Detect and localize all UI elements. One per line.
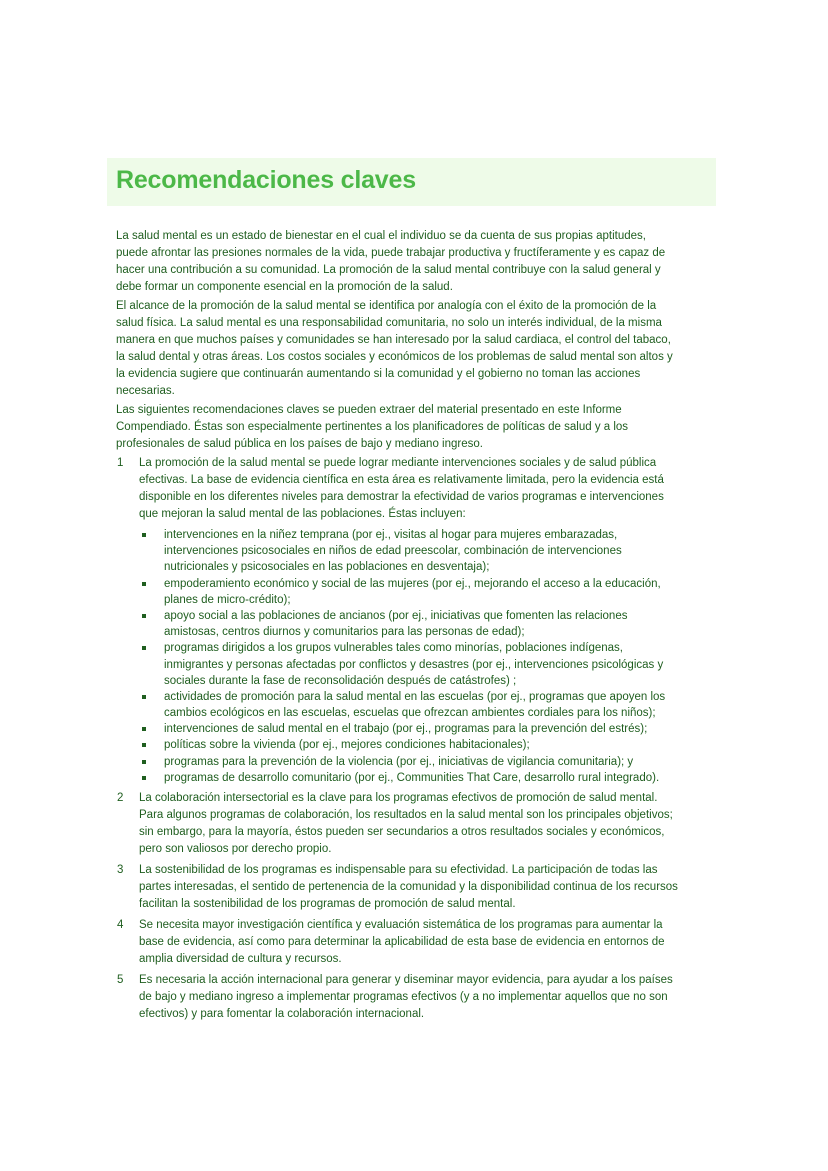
text-line: amistosas, centros diurnos y comunitarios para las personas de edad);: [164, 626, 525, 639]
text-line: empoderamiento económico y social de las mujeres (por ej., mejorando el acceso a la educación,: [164, 577, 661, 590]
text-line: necesarias.: [116, 385, 175, 397]
text-line: salud física. La salud mental es una responsabilidad comunitaria, no solo un interés individual, de la misma: [116, 317, 662, 329]
text-line: La sostenibilidad de los programas es indispensable para su efectividad. La participación de todas las: [139, 864, 658, 876]
bullet-item: [139, 608, 716, 640]
text-line: apoyo social a las poblaciones de ancianos (por ej., iniciativas que fomenten las relaciones: [164, 609, 628, 622]
item-number: 2: [117, 792, 124, 804]
text-line: puede afrontar las presiones normales de la vida, puede trabajar productiva y fructíferamente y es capaz de: [116, 247, 666, 259]
item-number: 4: [117, 919, 124, 931]
text-line: intervenciones de salud mental en el trabajo (por ej., programas para la prevención del estrés);: [164, 723, 648, 736]
text-line: políticas sobre la vivienda (por ej., mejores condiciones habitacionales);: [164, 739, 530, 752]
text-line: efectivos) y para fomentar la colaboración internacional.: [139, 1008, 425, 1020]
bullet-square-icon: [142, 533, 146, 537]
bullet-item: [139, 689, 716, 721]
text-line: inmigrantes y personas afectadas por conflictos y desastres (por ej., intervenciones psicológicas y: [164, 658, 664, 671]
paragraph: [116, 402, 716, 453]
text-line: partes interesadas, el sentido de pertenencia de la comunidad y la disponibilidad continua de los recursos: [139, 881, 678, 893]
text-line: actividades de promoción para la salud mental en las escuelas (por ej., programas que apoyen los: [164, 690, 666, 703]
bullet-square-icon: [142, 614, 146, 618]
page-title: Recomendaciones claves: [116, 166, 416, 194]
text-line: la salud dental y otras áreas. Los costos sociales y económicos de los problemas de salud mental son altos y: [116, 351, 673, 363]
text-line: Las siguientes recomendaciones claves se pueden extraer del material presentado en este Informe: [116, 404, 622, 416]
bullet-square-icon: [142, 776, 146, 780]
numbered-item: [116, 790, 716, 858]
bullet-list: [139, 527, 716, 786]
text-line: sociales durante la fase de reconsolidación después de catástrofes) ;: [164, 674, 517, 687]
bullet-item: [139, 770, 716, 786]
item-number: 1: [117, 457, 124, 469]
paragraph: [116, 298, 716, 400]
text-line: El alcance de la promoción de la salud mental se identifica por analogía con el éxito de la promoción de la: [116, 300, 657, 312]
text-line: efectivas. La base de evidencia científica en esta área es relativamente limitada, pero la evidencia está: [139, 474, 664, 486]
bullet-item: [139, 721, 716, 737]
text-line: programas para la prevención de la violencia (por ej., iniciativas de vigilancia comunitaria); y: [164, 755, 634, 768]
text-line: La salud mental es un estado de bienestar en el cual el individuo se da cuenta de sus propias aptitudes,: [116, 230, 646, 242]
numbered-item: [116, 917, 716, 968]
title-banner: [107, 158, 716, 206]
text-line: amplia diversidad de cultura y recursos.: [139, 953, 342, 965]
text-line: debe formar un componente esencial en la promoción de la salud.: [116, 281, 453, 293]
item-number: 3: [117, 864, 124, 876]
bullet-item: [139, 640, 716, 689]
bullet-item: [139, 527, 716, 576]
text-line: Se necesita mayor investigación científica y evaluación sistemática de los programas para aumentar la: [139, 919, 663, 931]
text-line: La promoción de la salud mental se puede lograr mediante intervenciones sociales y de salud pública: [139, 457, 657, 469]
text-line: pero son valiosos por derecho propio.: [139, 843, 332, 855]
text-line: profesionales de salud pública en los países de bajo y mediano ingreso.: [116, 438, 483, 450]
bullet-square-icon: [142, 727, 146, 731]
text-line: nutricionales y psicosociales en las poblaciones en desventaja);: [164, 561, 490, 574]
bullet-square-icon: [142, 760, 146, 764]
bullet-item: [139, 737, 716, 753]
text-line: intervenciones en la niñez temprana (por ej., visitas al hogar para mujeres embarazadas,: [164, 529, 618, 541]
bullet-square-icon: [142, 582, 146, 586]
text-line: Es necesaria la acción internacional para generar y diseminar mayor evidencia, para ayudar a los países: [139, 974, 673, 986]
numbered-item: [116, 455, 716, 786]
text-line: base de evidencia, así como para determinar la aplicabilidad de esta base de evidencia en entornos de: [139, 936, 665, 948]
text-line: Para algunos programas de colaboración, los resultados en la salud mental son los principales objetivos;: [139, 809, 673, 821]
text-line: hacer una contribución a su comunidad. La promoción de la salud mental contribuye con la salud general y: [116, 264, 661, 276]
text-line: de bajo y mediano ingreso a implementar programas efectivos (y a no implementar aquellos que no son: [139, 991, 668, 1003]
text-line: manera en que muchos países y comunidades se han interesado por la salud cardiaca, el control del tabaco,: [116, 334, 671, 346]
text-line: disponible en los diferentes niveles para demostrar la efectividad de varios programas e intervenciones: [139, 491, 664, 503]
numbered-item: [116, 862, 716, 913]
text-line: facilitan la sostenibilidad de los programas de promoción de salud mental.: [139, 898, 516, 910]
bullet-item: [139, 576, 716, 608]
paragraph: [116, 228, 716, 296]
text-line: planes de micro-crédito);: [164, 593, 291, 606]
document-body: [116, 228, 716, 1027]
bullet-item: [139, 754, 716, 770]
text-line: intervenciones psicosociales en niños de edad preescolar, combinación de intervenciones: [164, 545, 622, 558]
bullet-square-icon: [142, 695, 146, 699]
text-line: La colaboración intersectorial es la clave para los programas efectivos de promoción de salud mental.: [139, 792, 658, 804]
text-line: que mejoran la salud mental de las poblaciones. Éstas incluyen:: [139, 508, 466, 520]
text-line: cambios ecológicos en las escuelas, escuelas que ofrezcan ambientes cordiales para los niños);: [164, 707, 656, 720]
text-line: sin embargo, para la mayoría, éstos pueden ser secundarios a otros resultados sociales y económicos,: [139, 826, 665, 838]
text-line: programas de desarrollo comunitario (por ej., Communities That Care, desarrollo rural integrado).: [164, 771, 660, 784]
numbered-item: [116, 972, 716, 1023]
bullet-square-icon: [142, 743, 146, 747]
text-line: la evidencia sugiere que continuarán aumentando si la comunidad y el gobierno no toman las acciones: [116, 368, 641, 380]
bullet-square-icon: [142, 646, 146, 650]
item-number: 5: [117, 974, 124, 986]
text-line: Compendiado. Éstas son especialmente pertinentes a los planificadores de políticas de salud y a los: [116, 421, 629, 433]
text-line: programas dirigidos a los grupos vulnerables tales como minorías, poblaciones indígenas,: [164, 642, 623, 655]
